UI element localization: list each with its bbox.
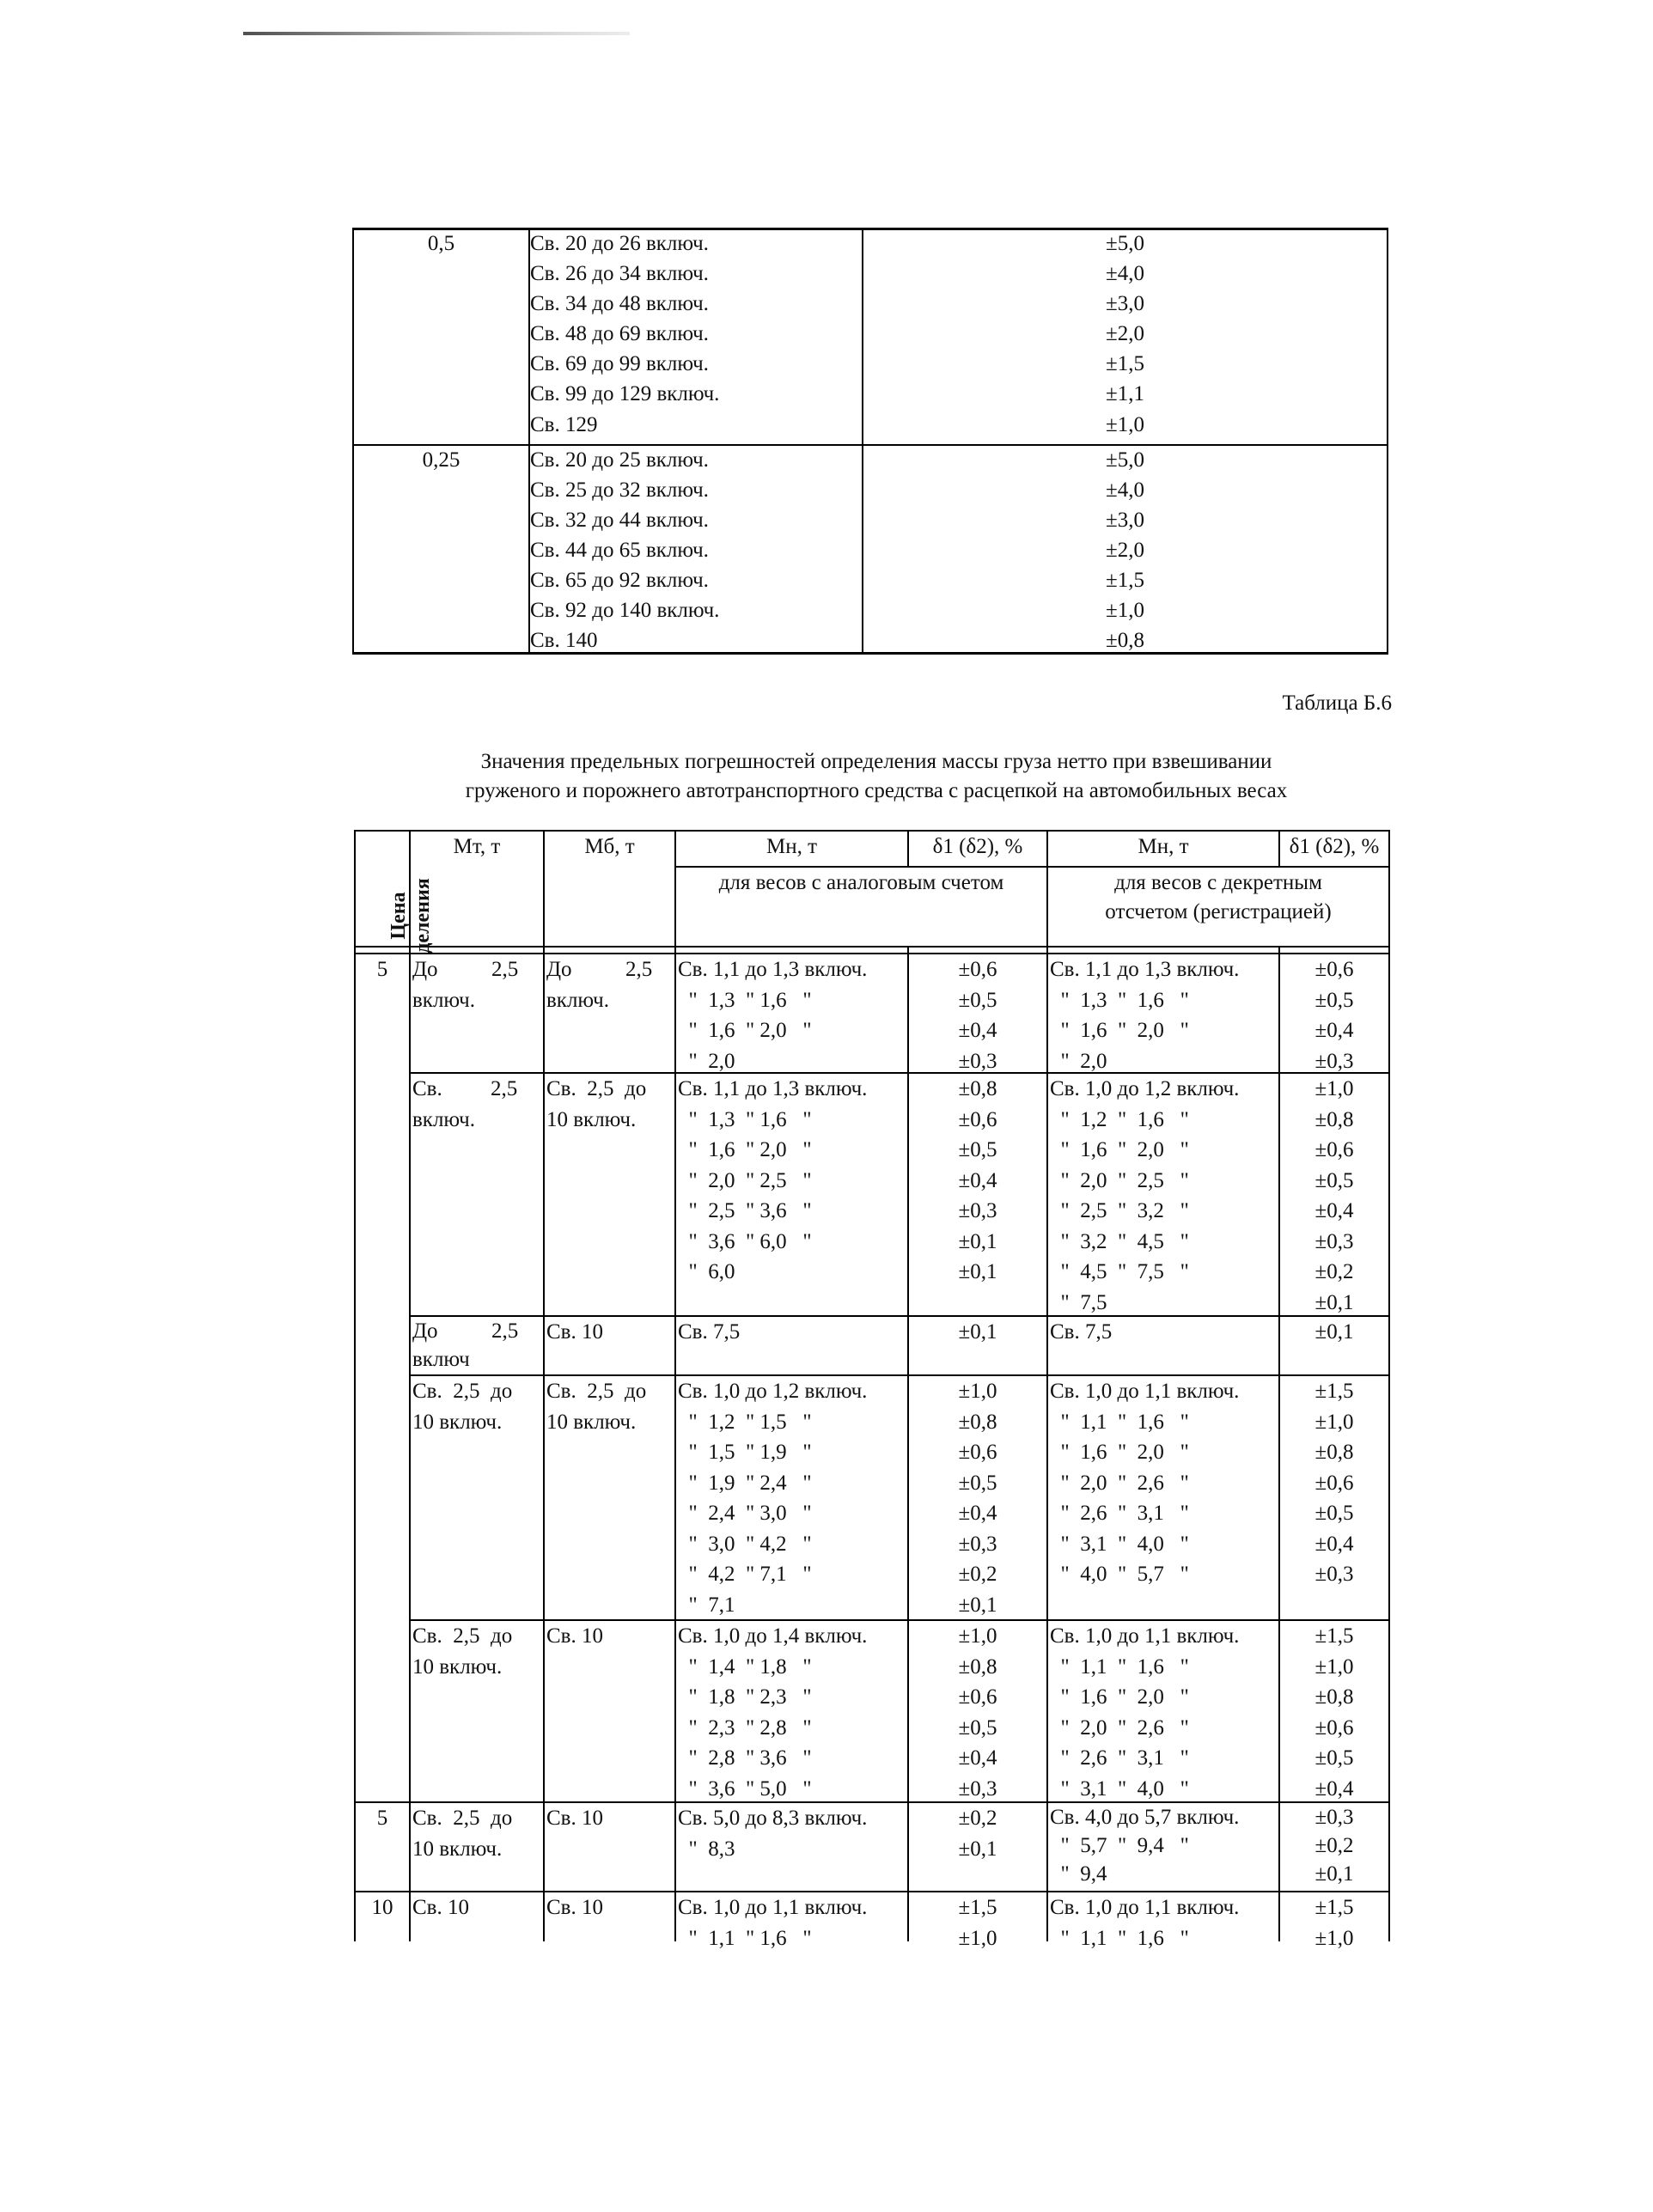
upper-range-cell: Св. 25 до 32 включ. xyxy=(530,478,709,502)
upper-division-cell: 0,5 xyxy=(427,232,455,255)
upper-error-cell: ±4,0 xyxy=(1106,478,1144,502)
table-row-delta-digital: ±1,5 ±1,0 xyxy=(1314,1896,1354,1950)
table-row-delta-digital: ±1,0 ±0,8 ±0,6 ±0,5 ±0,4 ±0,3 ±0,2 ±0,1 xyxy=(1314,1077,1354,1314)
upper-error-cell: ±4,0 xyxy=(1106,262,1144,285)
table-row-mn-analog: Св. 7,5 xyxy=(678,1320,741,1344)
upper-range-cell: Св. 20 до 26 включ. xyxy=(530,232,709,255)
table-row-delta-analog: ±0,2 ±0,1 xyxy=(958,1807,997,1861)
table-row-division: 5 xyxy=(376,1807,388,1830)
upper-range-cell: Св. 99 до 129 включ. xyxy=(530,382,720,405)
upper-error-cell: ±2,0 xyxy=(1106,322,1144,345)
table-row-delta-analog: ±0,6 ±0,5 ±0,4 ±0,3 xyxy=(958,958,997,1073)
upper-range-cell: Св. 48 до 69 включ. xyxy=(530,322,709,345)
table-row-mn-analog: Св. 1,0 до 1,4 включ. " 1,4 " 1,8 " " 1,8 " 2,3 " " 2,3 " 2,8 " " 2,8 " 3,6 " " 3,6 " 5,0 " xyxy=(678,1624,868,1801)
upper-range-cell: Св. 92 до 140 включ. xyxy=(530,599,720,622)
upper-error-cell: ±5,0 xyxy=(1106,448,1144,472)
upper-error-cell: ±1,0 xyxy=(1106,413,1144,436)
table-row-delta-digital: ±1,5 ±1,0 ±0,8 ±0,6 ±0,5 ±0,4 xyxy=(1314,1624,1354,1801)
upper-error-cell: ±3,0 xyxy=(1106,509,1144,532)
table-row-mb: Св. 10 xyxy=(546,1624,603,1648)
header-mb: Мб, т xyxy=(584,835,635,858)
table-row-delta-digital: ±0,1 xyxy=(1314,1320,1354,1344)
upper-range-cell: Св. 32 до 44 включ. xyxy=(530,509,709,532)
upper-range-cell: Св. 140 xyxy=(530,629,598,652)
table-row-mn-digital: Св. 1,0 до 1,1 включ. " 1,1 " 1,6 " xyxy=(1050,1896,1240,1950)
table-row-mn-digital: Св. 4,0 до 5,7 включ. " 5,7 " 9,4 " " 9,4 xyxy=(1050,1806,1240,1886)
header-mn-analog: Мн, т xyxy=(766,835,818,858)
upper-range-cell: Св. 44 до 65 включ. xyxy=(530,539,709,562)
upper-division-cell: 0,25 xyxy=(422,448,461,472)
table-row-mt: Св. 2,5 до 10 включ. xyxy=(412,1380,513,1434)
header-digital-scales-line-2: отсчетом (регистрацией) xyxy=(1105,900,1332,923)
upper-error-cell: ±1,0 xyxy=(1106,599,1144,622)
table-row-mt: Св. 10 xyxy=(412,1896,469,1919)
table-caption-line-2: груженого и порожнего автотранспортного средства с расцепкой на автомобильных весах xyxy=(465,779,1288,802)
table-row-mb: Св. 10 xyxy=(546,1896,603,1919)
upper-range-cell: Св. 34 до 48 включ. xyxy=(530,292,709,315)
table-row-mn-digital: Св. 1,0 до 1,1 включ. " 1,1 " 1,6 " " 1,6 " 2,0 " " 2,0 " 2,6 " " 2,6 " 3,1 " " 3,1 " 4,0 " xyxy=(1050,1624,1240,1801)
table-row-mn-digital: Св. 1,0 до 1,1 включ. " 1,1 " 1,6 " " 1,6 " 2,0 " " 2,0 " 2,6 " " 2,6 " 3,1 " " 3,1 " 4,0 " " 4,0 " 5,7 " xyxy=(1050,1380,1240,1586)
table-row-delta-digital: ±0,3 ±0,2 ±0,1 xyxy=(1314,1806,1354,1886)
table-row-mb: Св. 2,5 до 10 включ. xyxy=(546,1077,647,1131)
table-row-delta-digital: ±1,5 ±1,0 ±0,8 ±0,6 ±0,5 ±0,4 ±0,3 xyxy=(1314,1380,1354,1586)
table-row-mb: До 2,5 включ. xyxy=(546,958,653,1012)
table-row-mn-analog: Св. 1,0 до 1,2 включ. " 1,2 " 1,5 " " 1,5 " 1,9 " " 1,9 " 2,4 " " 2,4 " 3,0 " " 3,0 " 4,2 " " 4,2 " 7,1 " " 7,1 xyxy=(678,1380,868,1617)
table-row-delta-digital: ±0,6 ±0,5 ±0,4 ±0,3 xyxy=(1314,958,1354,1073)
upper-error-cell: ±2,0 xyxy=(1106,539,1144,562)
table-row-mn-digital: Св. 1,1 до 1,3 включ. " 1,3 " 1,6 " " 1,6 " 2,0 " " 2,0 xyxy=(1050,958,1240,1073)
table-row-mn-digital: Св. 1,0 до 1,2 включ. " 1,2 " 1,6 " " 1,6 " 2,0 " " 2,0 " 2,5 " " 2,5 " 3,2 " " 3,2 " 4,5 " " 4,5 " 7,5 " " 7,5 xyxy=(1050,1077,1240,1314)
table-row-delta-analog: ±0,1 xyxy=(958,1320,997,1344)
upper-error-cell: ±3,0 xyxy=(1106,292,1144,315)
table-row-delta-analog: ±0,8 ±0,6 ±0,5 ±0,4 ±0,3 ±0,1 ±0,1 xyxy=(958,1077,997,1283)
table-row-mn-analog: Св. 5,0 до 8,3 включ. " 8,3 xyxy=(678,1807,868,1861)
table-row-division: 5 xyxy=(376,958,388,981)
table-row-mn-digital: Св. 7,5 xyxy=(1050,1320,1113,1344)
upper-range-cell: Св. 65 до 92 включ. xyxy=(530,569,709,592)
header-analog-scales: для весов с аналоговым счетом xyxy=(718,871,1004,894)
upper-error-cell: ±1,1 xyxy=(1106,382,1144,405)
upper-error-cell: ±5,0 xyxy=(1106,232,1144,255)
table-row-mt: Св. 2,5 до 10 включ. xyxy=(412,1624,513,1679)
table-row-delta-analog: ±1,5 ±1,0 xyxy=(958,1896,997,1950)
scan-artifact-line xyxy=(243,32,630,35)
table-label: Таблица Б.6 xyxy=(1282,692,1392,715)
table-row-mt: До 2,5 включ xyxy=(412,1319,519,1371)
table-row-mt: Св. 2,5 включ. xyxy=(412,1077,518,1131)
upper-error-cell: ±1,5 xyxy=(1106,569,1144,592)
table-row-delta-analog: ±1,0 ±0,8 ±0,6 ±0,5 ±0,4 ±0,3 ±0,2 ±0,1 xyxy=(958,1380,997,1617)
table-caption-line-1: Значения предельных погрешностей определения массы груза нетто при взвешивании xyxy=(480,750,1272,773)
upper-range-cell: Св. 69 до 99 включ. xyxy=(530,352,709,375)
table-row-delta-analog: ±1,0 ±0,8 ±0,6 ±0,5 ±0,4 ±0,3 xyxy=(958,1624,997,1801)
table-row-mb: Св. 2,5 до 10 включ. xyxy=(546,1380,647,1434)
table-row-mn-analog: Св. 1,1 до 1,3 включ. " 1,3 " 1,6 " " 1,6 " 2,0 " " 2,0 xyxy=(678,958,868,1073)
upper-error-cell: ±1,5 xyxy=(1106,352,1144,375)
header-mn-digital: Мн, т xyxy=(1138,835,1189,858)
upper-range-cell: Св. 129 xyxy=(530,413,598,436)
table-row-division: 10 xyxy=(371,1896,393,1919)
header-mt: Мт, т xyxy=(453,835,501,858)
header-delta-analog: δ1 (δ2), % xyxy=(932,835,1023,858)
upper-range-cell: Св. 26 до 34 включ. xyxy=(530,262,709,285)
upper-error-cell: ±0,8 xyxy=(1106,629,1144,652)
table-row-mt: Св. 2,5 до 10 включ. xyxy=(412,1807,513,1861)
table-row-mn-analog: Св. 1,1 до 1,3 включ. " 1,3 " 1,6 " " 1,6 " 2,0 " " 2,0 " 2,5 " " 2,5 " 3,6 " " 3,6 " 6,0 " " 6,0 xyxy=(678,1077,868,1283)
table-row-mb: Св. 10 xyxy=(546,1807,603,1830)
table-row-mt: До 2,5 включ. xyxy=(412,958,519,1012)
upper-range-cell: Св. 20 до 25 включ. xyxy=(530,448,709,472)
header-division: Цена деления xyxy=(387,878,434,954)
table-row-mn-analog: Св. 1,0 до 1,1 включ. " 1,1 " 1,6 " xyxy=(678,1896,868,1950)
header-delta-digital: δ1 (δ2), % xyxy=(1289,835,1380,858)
header-digital-scales-line-1: для весов с декретным xyxy=(1114,871,1322,894)
table-row-mb: Св. 10 xyxy=(546,1320,603,1344)
